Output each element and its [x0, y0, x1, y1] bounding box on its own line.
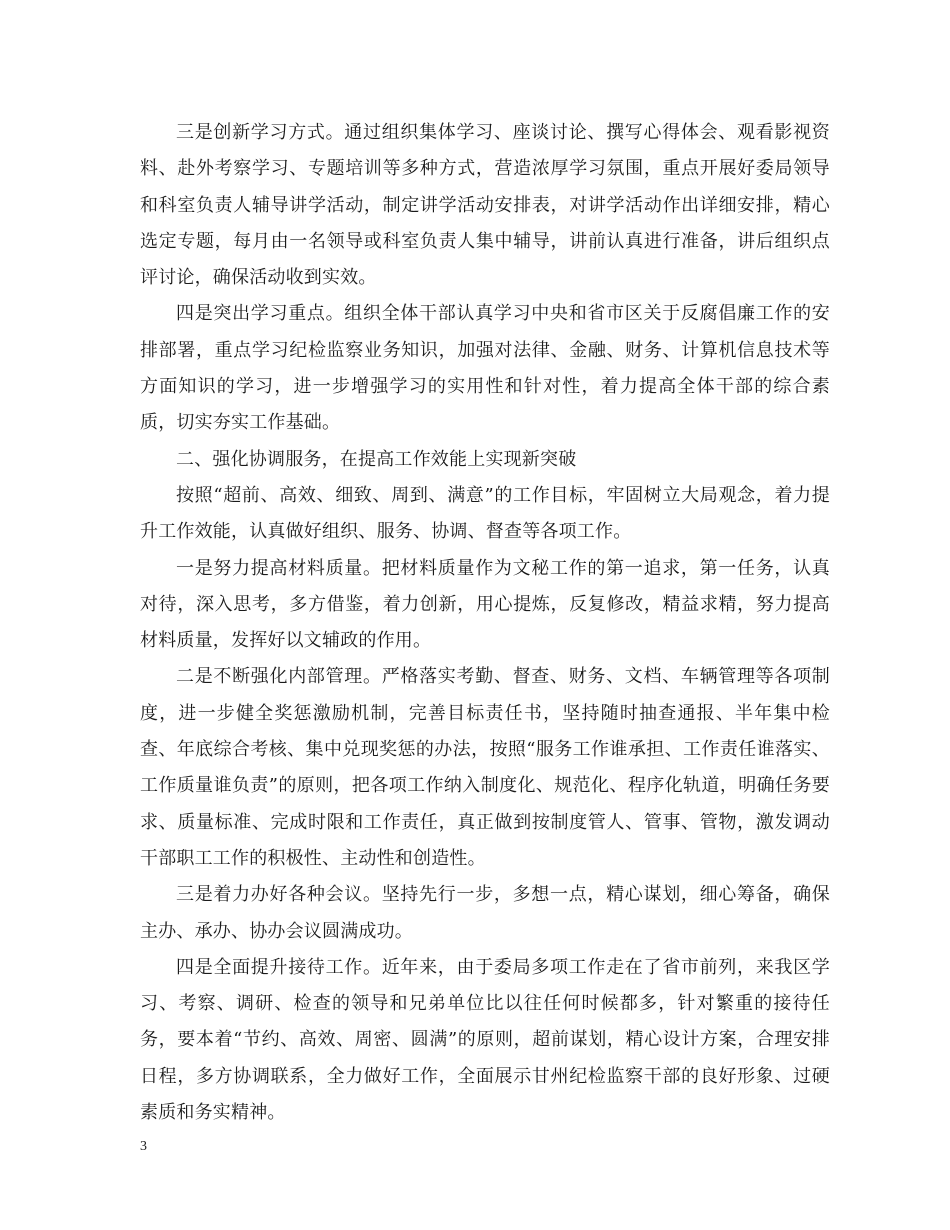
document-body [140, 115, 830, 1131]
paragraph-reception: 四是全面提升接待工作。近年来，由于委局多项工作走在了省市前列，来我区学习、考察、调研、检查的领导和兄弟单位比以往任何时候都多，针对繁重的接待任务，要本着“节约、高效、周密、圆满”的原则，超前谋划，精心设计方案，合理安排日程，多方协调联系，全力做好工作，全面展示甘州纪检监察干部的良好形象、过硬素质和务实精神。 [140, 956, 830, 1124]
paragraph-innovate-learning: 三是创新学习方式。通过组织集体学习、座谈讨论、撰写心得体会、观看影视资料、赴外考察学习、专题培训等多种方式，营造浓厚学习氛围，重点开展好委局领导和科室负责人辅导讲学活动，制定讲学活动安排表，对讲学活动作出详细安排，精心选定专题，每月由一名领导或科室负责人集中辅导，讲前认真进行准备，讲后组织点评讨论，确保活动收到实效。 [140, 122, 830, 289]
paragraph-internal-management: 二是不断强化内部管理。严格落实考勤、督查、财务、文档、车辆管理等各项制度，进一步健全奖惩激励机制，完善目标责任书，坚持随时抽查通报、半年集中检查、年底综合考核、集中兑现奖惩的办法，按照“服务工作谁承担、工作责任谁落实、工作质量谁负责”的原则，把各项工作纳入制度化、规范化、程序化轨道，明确任务要求、质量标准、完成时限和工作责任，真正做到按制度管人、管事、管物，激发调动干部职工工作的积极性、主动性和创造性。 [140, 666, 830, 869]
section-heading-coordination: 二、强化协调服务，在提高工作效能上实现新突破 [176, 448, 577, 470]
paragraph-work-goals: 按照“超前、高效、细致、周到、满意”的工作目标，牢固树立大局观念，着力提升工作效能，认真做好组织、服务、协调、督查等各项工作。 [140, 484, 830, 543]
paragraph-learning-focus: 四是突出学习重点。组织全体干部认真学习中央和省市区关于反腐倡廉工作的安排部署，重点学习纪检监察业务知识，加强对法律、金融、财务、计算机信息技术等方面知识的学习，进一步增强学习的实用性和针对性，着力提高全体干部的综合素质，切实夯实工作基础。 [140, 303, 830, 434]
paragraph-material-quality: 一是努力提高材料质量。把材料质量作为文秘工作的第一追求，第一任务，认真对待，深入思考，多方借鉴，着力创新，用心提炼，反复修改，精益求精，努力提高材料质量，发挥好以文辅政的作用。 [140, 557, 830, 652]
page-number: 3 [140, 1139, 147, 1154]
paragraph-meetings: 三是着力办好各种会议。坚持先行一步，多想一点，精心谋划，细心筹备，确保主办、承办、协办会议圆满成功。 [140, 884, 830, 942]
